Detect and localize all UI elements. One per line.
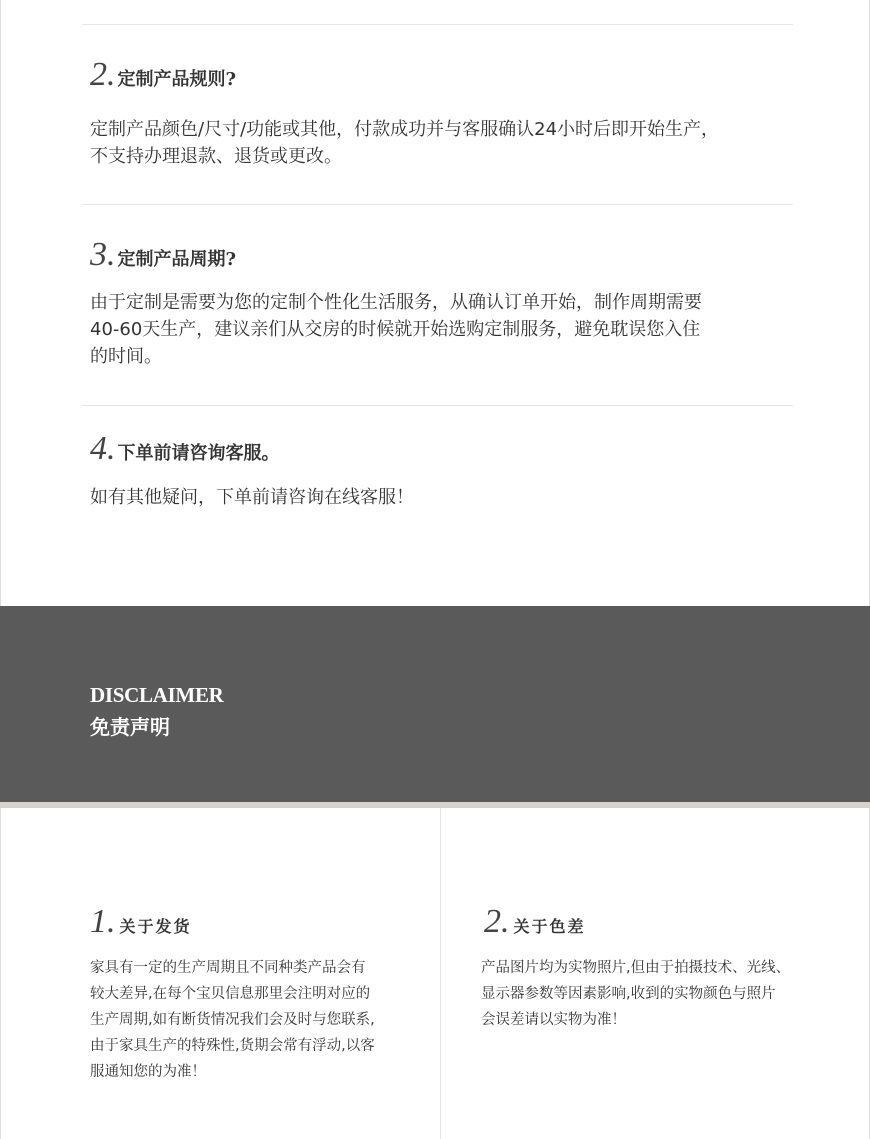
faq-title: 下单前请咨询客服。 [117, 443, 280, 464]
notice-title: 关于发货 [119, 917, 192, 936]
faq-number: 2. [90, 56, 116, 93]
text-line: 生产周期,如有断货情况我们会及时与您联系, [90, 1012, 375, 1028]
faq-heading-custom-rules [90, 56, 236, 94]
text-line: 定制产品颜色/尺寸/功能或其他，付款成功并与客服确认24小时后即开始生产， [90, 119, 720, 140]
text-line: 家具有一定的生产周期且不同种类产品会有 [90, 960, 366, 976]
text-line: 如有其他疑问，下单前请咨询在线客服！ [90, 487, 414, 508]
faq-title: 定制产品周期? [117, 249, 237, 270]
notice-title: 关于色差 [513, 917, 586, 936]
text-line: 会误差请以实物为准！ [481, 1012, 626, 1028]
notice-number: 2. [484, 903, 510, 940]
faq-heading-custom-cycle [90, 236, 236, 274]
text-line: 服通知您的为准！ [90, 1064, 206, 1080]
faq-answer-consult [90, 484, 790, 511]
disclaimer-title-en: DISCLAIMER [90, 683, 224, 707]
notice-number: 1. [90, 903, 116, 940]
notice-heading-color-difference [484, 903, 586, 941]
faq-heading-consult [90, 430, 280, 468]
section-divider [82, 24, 793, 25]
text-line: 较大差异,在每个宝贝信息那里会注明对应的 [90, 986, 371, 1002]
text-line: 产品图片均为实物照片,但由于拍摄技术、光线、 [481, 960, 791, 976]
text-line: 不支持办理退款、退货或更改。 [90, 146, 342, 167]
faq-answer-custom-rules [90, 116, 790, 170]
faq-number: 3. [90, 236, 116, 273]
disclaimer-title-cn: 免责声明 [90, 715, 170, 739]
disclaimer-accent-strip [0, 802, 870, 808]
section-divider [82, 204, 793, 205]
column-divider [440, 808, 441, 1139]
text-line: 由于定制是需要为您的定制个性化生活服务，从确认订单开始，制作周期需要 [90, 292, 702, 313]
notice-body-color-difference [481, 955, 790, 1033]
faq-number: 4. [90, 430, 116, 467]
text-line: 显示器参数等因素影响,收到的实物颜色与照片 [481, 986, 776, 1002]
section-divider [82, 405, 793, 406]
text-line: 由于家具生产的特殊性,货期会常有浮动,以客 [90, 1038, 375, 1054]
text-line: 40-60天生产，建议亲们从交房的时候就开始选购定制服务，避免耽误您入住 [90, 319, 701, 340]
notice-heading-shipping [90, 903, 192, 941]
notice-body-shipping [90, 955, 375, 1085]
faq-title: 定制产品规则? [117, 69, 237, 90]
text-line: 的时间。 [90, 346, 162, 367]
faq-answer-custom-cycle [90, 289, 790, 370]
